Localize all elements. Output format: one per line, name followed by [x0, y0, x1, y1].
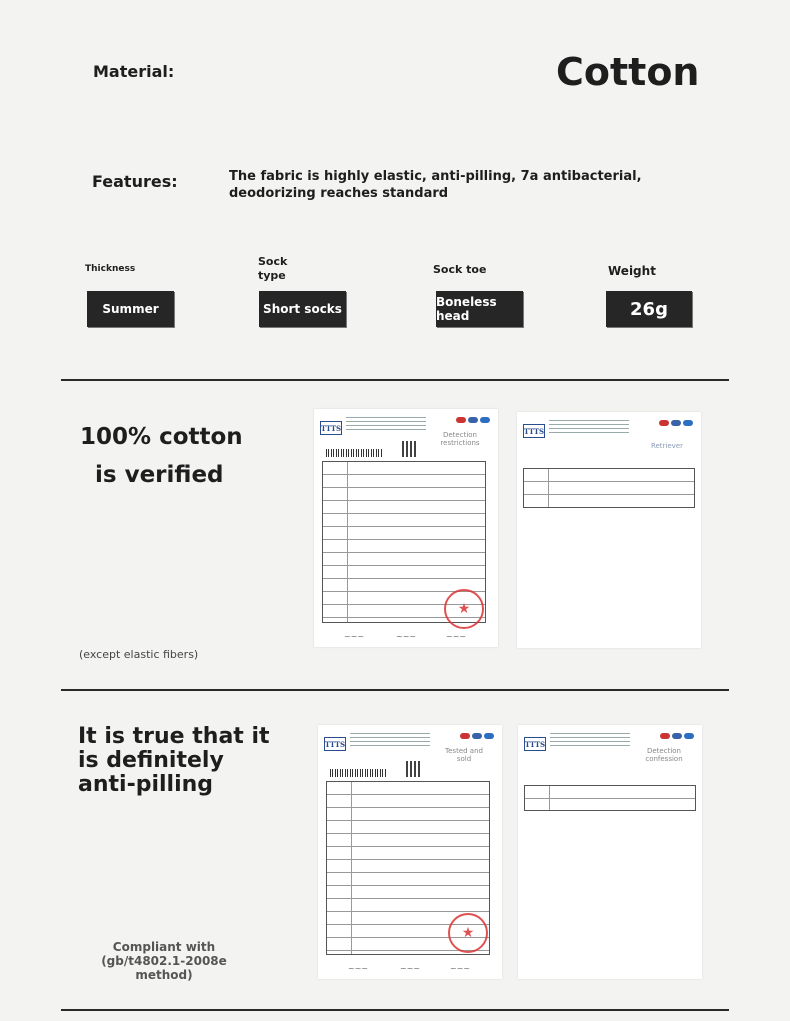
spec-label-sock-toe: Sock toe [433, 263, 487, 276]
barcode-icon [330, 769, 386, 777]
cert-tag: Tested and sold [445, 747, 483, 763]
test-report-document [314, 409, 498, 647]
spec-value-thickness: Summer [87, 291, 174, 327]
test-report-document-page2 [517, 412, 701, 648]
signature-3: ~~~ [450, 964, 471, 973]
spec-label-sock-type: Sock type [258, 255, 288, 282]
divider-2 [61, 689, 729, 691]
cert-header-lines [549, 420, 629, 436]
section2-note: Compliant with (gb/t4802.1-2008e method) [101, 940, 227, 982]
accreditation-badges [660, 733, 694, 739]
anti-pilling-report-document-page2 [518, 725, 702, 979]
features-label: Features: [92, 172, 178, 191]
cert-header-lines [346, 417, 426, 433]
cert-logo: TTTS [524, 737, 546, 751]
spec-value-sock-toe: Boneless head [436, 291, 523, 327]
cert-tag: Retriever [650, 442, 683, 450]
section1-heading-line1: 100% cotton [80, 424, 243, 450]
cert-logo: TTTS [324, 737, 346, 751]
spec-label-weight: Weight [608, 264, 656, 278]
spec-value-sock-type: Short socks [259, 291, 346, 327]
qr-code-icon [406, 761, 422, 777]
section1-note: (except elastic fibers) [79, 648, 199, 661]
accreditation-badges [460, 733, 494, 739]
section2-heading: It is true that it is definitely anti-pilling [78, 724, 270, 797]
qr-code-icon [402, 441, 418, 457]
cert-logo: TTTS [320, 421, 342, 435]
barcode-icon [326, 449, 382, 457]
material-value: Cotton [556, 50, 700, 94]
cert-tag: Detection restrictions [440, 431, 480, 447]
spec-value-weight: 26g [606, 291, 692, 327]
cert-logo: TTTS [523, 424, 545, 438]
signature-2: ~~~ [400, 964, 421, 973]
accreditation-badges [456, 417, 490, 423]
anti-pilling-report-document [318, 725, 502, 979]
section1-heading-line2: is verified [95, 462, 224, 488]
report-table [524, 785, 696, 811]
red-seal-icon: ★ [444, 589, 484, 629]
accreditation-badges [659, 420, 693, 426]
signature-1: ~~~ [348, 964, 369, 973]
cert-tag: Detection confession [645, 747, 683, 763]
signature-3: ~~~ [446, 632, 467, 641]
red-seal-icon: ★ [448, 913, 488, 953]
report-table [523, 468, 695, 508]
cert-header-lines [550, 733, 630, 749]
features-text: The fabric is highly elastic, anti-pilling, 7a antibacterial, deodorizing reaches standard [229, 169, 642, 201]
signature-2: ~~~ [396, 632, 417, 641]
divider-3 [61, 1009, 729, 1011]
material-label: Material: [93, 62, 175, 81]
divider-1 [61, 379, 729, 381]
signature-1: ~~~ [344, 632, 365, 641]
cert-header-lines [350, 733, 430, 749]
spec-label-thickness: Thickness [85, 264, 136, 274]
